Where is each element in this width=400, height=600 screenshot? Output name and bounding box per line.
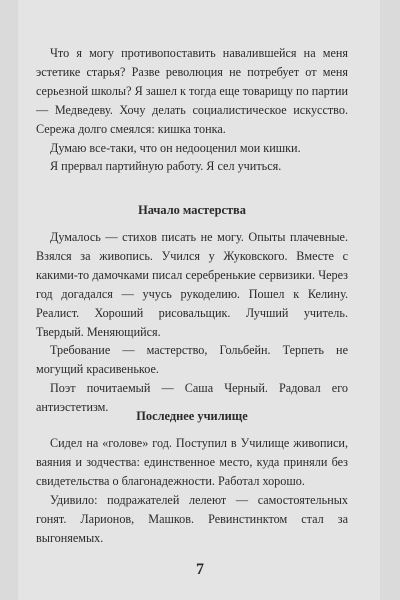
section-1-text (36, 44, 348, 176)
paragraph: Думаю все-таки, что он недооценил мои кишки. (50, 140, 301, 155)
paragraph: Поэт почитаемый — Саша Черный. Радовал его антиэстетизм. (36, 381, 348, 415)
section-heading-last-school: Последнее училище (136, 409, 248, 423)
paragraph: Сидел на «голове» год. Поступил в Училище живописи, ваяния и зодчества: единственное место, куда приняли без свидетельства о благонадежности. Работал хорошо. (36, 436, 348, 488)
paragraph: Думалось — стихов писать не могу. Опыты плачевные. Взялся за живопись. Учился у Жуковского. Вместе с какими-то дамочками писал серебренькие сервизики. Через год догадался — учусь рукоделию. Пошел к Келину. Реалист. Хороший рисовальщик. Лучший учитель. Твердый. Меняющийся. (36, 230, 348, 339)
paragraph: Удивило: подражателей лелеют — самостоятельных гонят. Ларионов, Машков. Ревинстинктом стал за выгоняемых. (36, 492, 348, 545)
paragraph: Я прервал партийную работу. Я сел учиться. (50, 159, 282, 174)
page-number: 7 (196, 561, 204, 578)
section-3-text (36, 434, 348, 547)
paragraph: Требование — мастерство, Гольбейн. Терпеть не могущий красивенькое. (36, 343, 348, 377)
section-2-text (36, 228, 348, 417)
paragraph: Что я могу противопоставить навалившейся на меня эстетике старья? Разве революция не потребует от меня серьезной школы? Я зашел к тогда еще товарищу по партии — Медведеву. Хочу делать социалистическое искусство. Сережа долго смеялся: кишка тонка. (36, 46, 348, 136)
section-heading-mastery: Начало мастерства (138, 203, 246, 217)
